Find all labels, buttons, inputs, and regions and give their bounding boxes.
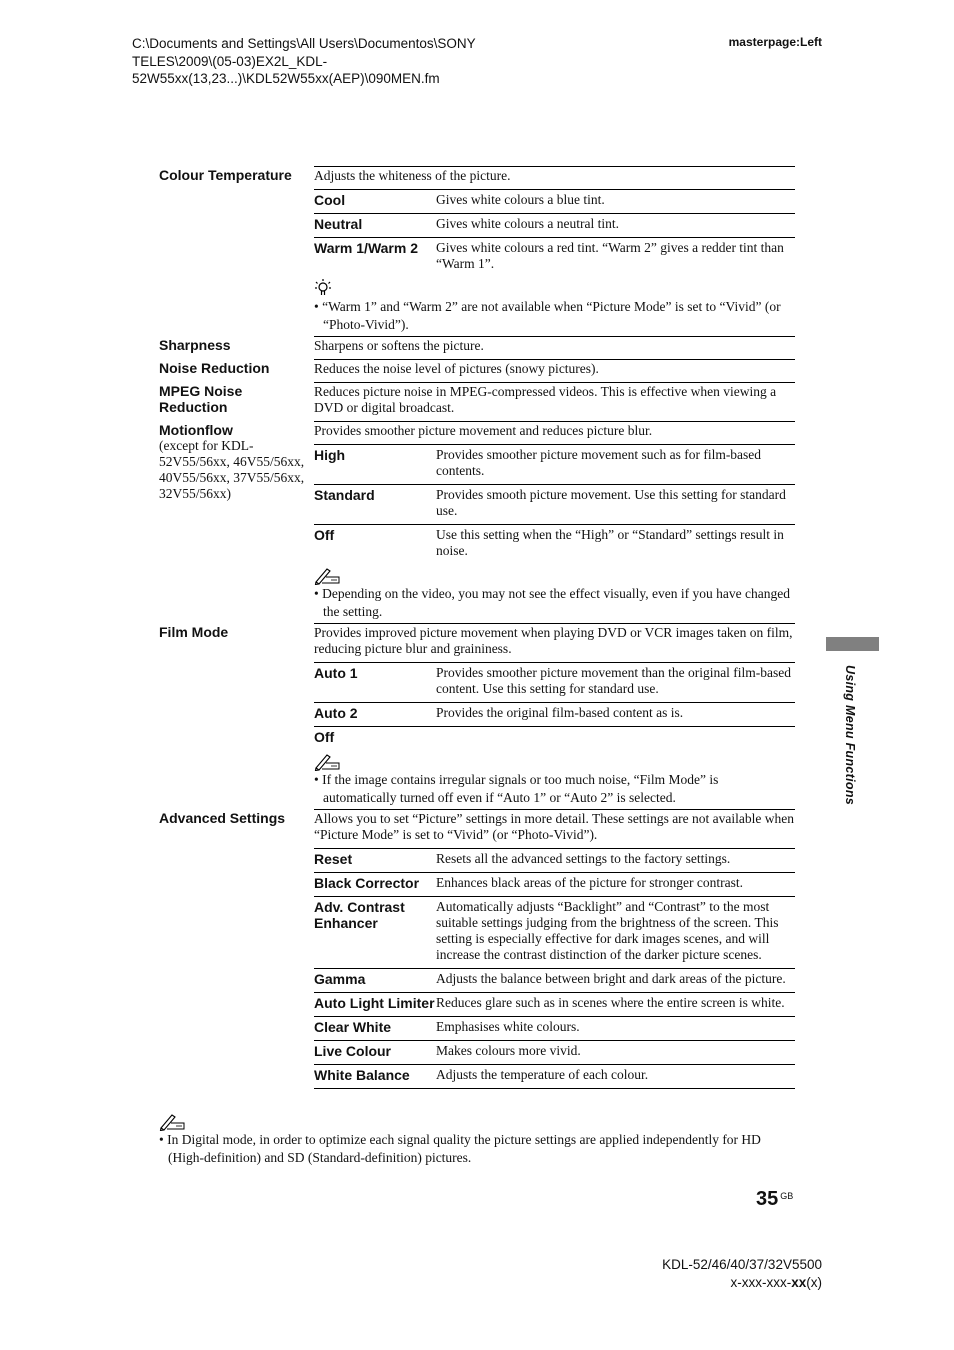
option-description: Gives white colours a neutral tint. xyxy=(436,216,619,231)
option-row xyxy=(314,237,795,277)
tip-text: • “Warm 1” and “Warm 2” are not available when “Picture Mode” is set to “Vivid” (or “Photo-Vivid”). xyxy=(314,299,781,332)
option-row xyxy=(314,524,795,564)
page-number: 35 xyxy=(756,1188,779,1210)
model-code xyxy=(662,1274,822,1292)
setting-description: Provides improved picture movement when playing DVD or VCR images taken on film, reducing picture blur and graininess. xyxy=(314,625,793,656)
option-description: Reduces glare such as in scenes where the entire screen is white. xyxy=(436,995,785,1010)
option-description: Provides smoother picture movement than the original film-based content. Use this setting for standard use. xyxy=(436,665,792,696)
setting-label: Advanced Settings xyxy=(159,810,286,826)
settings-table xyxy=(159,166,795,1089)
option-label: Black Corrector xyxy=(314,875,420,891)
option-description: Adjusts the balance between bright and dark areas of the picture. xyxy=(436,971,786,986)
setting-label: Motionflow xyxy=(159,422,233,438)
option-description: Makes colours more vivid. xyxy=(436,1043,581,1058)
file-path-header xyxy=(132,35,552,88)
option-label: Adv. Contrast Enhancer xyxy=(314,899,405,931)
setting-body xyxy=(314,336,795,359)
option-row xyxy=(314,662,795,702)
option-description: Adjusts the temperature of each colour. xyxy=(436,1067,649,1082)
page-number-block xyxy=(756,1188,793,1211)
setting-label: Film Mode xyxy=(159,624,229,640)
note-pencil-icon xyxy=(159,1111,185,1131)
option-label: Clear White xyxy=(314,1019,392,1035)
setting-label: Sharpness xyxy=(159,337,231,353)
model-code-prefix: x-xxx-xxx- xyxy=(730,1274,792,1290)
file-path-line: 52W55xx(13,23...)\KDL52W55xx(AEP)\090MEN.fm xyxy=(132,71,440,86)
option-row xyxy=(314,968,795,992)
option-label: High xyxy=(314,447,346,463)
section-tab-label: Using Menu Functions xyxy=(843,665,857,806)
setting-advanced-settings xyxy=(159,809,795,1088)
model-number: KDL-52/46/40/37/32V5500 xyxy=(662,1257,822,1272)
setting-description: Reduces picture noise in MPEG-compressed videos. This is effective when viewing a DVD or digital broadcast. xyxy=(314,384,777,415)
footnote-block xyxy=(159,1110,795,1167)
table-bottom-rule xyxy=(314,1088,795,1089)
option-row xyxy=(314,213,795,237)
option-label: Live Colour xyxy=(314,1043,392,1059)
note-pencil-icon xyxy=(314,565,340,585)
option-label: Reset xyxy=(314,851,353,867)
tip-lightbulb-icon xyxy=(314,278,332,298)
setting-sharpness xyxy=(159,336,795,359)
option-row xyxy=(314,1040,795,1064)
option-label: Gamma xyxy=(314,971,366,987)
option-label: Cool xyxy=(314,192,346,208)
option-label: Standard xyxy=(314,487,375,503)
option-row xyxy=(314,1064,795,1088)
setting-description: Provides smoother picture movement and reduces picture blur. xyxy=(314,423,653,438)
option-row xyxy=(314,896,795,968)
setting-body xyxy=(314,359,795,382)
option-row xyxy=(314,189,795,213)
tip-block xyxy=(314,278,795,336)
page-suffix: GB xyxy=(780,1191,794,1201)
note-pencil-icon xyxy=(314,751,340,771)
setting-label: Noise Reduction xyxy=(159,360,270,376)
setting-label: MPEG Noise Reduction xyxy=(159,383,243,415)
note-block xyxy=(314,565,795,623)
setting-description: Allows you to set “Picture” settings in more detail. These settings are not available when “Picture Mode” is set to “Vivid” (or “Photo-Vivid”). xyxy=(314,811,795,842)
setting-body xyxy=(314,166,795,336)
option-label: Warm 1/Warm 2 xyxy=(314,240,418,256)
option-description: Provides smooth picture movement. Use this setting for standard use. xyxy=(436,487,786,518)
setting-colour-temperature xyxy=(159,166,795,336)
masterpage-label: masterpage:Left xyxy=(728,35,822,49)
setting-body xyxy=(314,623,795,809)
option-row xyxy=(314,872,795,896)
setting-mpeg-noise-reduction xyxy=(159,382,795,421)
option-label: Off xyxy=(314,729,335,745)
option-description: Use this setting when the “High” or “Standard” settings result in noise. xyxy=(436,527,784,558)
option-description: Provides the original film-based content as is. xyxy=(436,705,684,720)
option-label: Auto Light Limiter xyxy=(314,995,435,1011)
setting-body xyxy=(314,809,795,1088)
model-info xyxy=(662,1256,822,1291)
footnote-text: • In Digital mode, in order to optimize each signal quality the picture settings are applied independently for HD (High-definition) and SD (Standard-definition) pictures. xyxy=(159,1132,761,1165)
setting-label: Colour Temperature xyxy=(159,167,292,183)
setting-description: Reduces the noise level of pictures (snowy pictures). xyxy=(314,361,599,376)
setting-body xyxy=(314,382,795,421)
option-description: Gives white colours a red tint. “Warm 2” gives a redder tint than “Warm 1”. xyxy=(436,240,784,271)
option-label: Auto 1 xyxy=(314,665,358,681)
option-description: Enhances black areas of the picture for stronger contrast. xyxy=(436,875,743,890)
option-row xyxy=(314,444,795,484)
setting-description: Sharpens or softens the picture. xyxy=(314,338,484,353)
model-code-bold: xx xyxy=(791,1274,807,1290)
note-text: • Depending on the video, you may not see the effect visually, even if you have changed the setting. xyxy=(314,586,790,619)
option-label: Neutral xyxy=(314,216,363,232)
option-row xyxy=(314,726,795,750)
section-tab-bar xyxy=(826,637,879,651)
option-row xyxy=(314,848,795,872)
option-label: Off xyxy=(314,527,335,543)
setting-description: Adjusts the whiteness of the picture. xyxy=(314,168,511,183)
option-description: Gives white colours a blue tint. xyxy=(436,192,605,207)
option-description: Emphasises white colours. xyxy=(436,1019,580,1034)
option-description xyxy=(436,727,795,750)
option-description: Provides smoother picture movement such as for film-based contents. xyxy=(436,447,762,478)
option-label: White Balance xyxy=(314,1067,410,1083)
note-text: • If the image contains irregular signals or too much noise, “Film Mode” is automatically turned off even if “Auto 1” or “Auto 2” is selected. xyxy=(314,772,719,805)
option-row xyxy=(314,1016,795,1040)
setting-label-block xyxy=(159,421,313,623)
option-row xyxy=(314,702,795,726)
setting-body xyxy=(314,421,795,623)
option-description: Automatically adjusts “Backlight” and “Contrast” to the most suitable settings judging from the brightness of the screen. This setting is especially effective for dark images scenes, and will increase the contrast distinction of the darker picture scenes. xyxy=(436,899,779,962)
option-row xyxy=(314,484,795,524)
note-block xyxy=(314,751,795,809)
setting-sublabel: (except for KDL-52V55/56xx, 46V55/56xx, 40V55/56xx, 37V55/56xx, 32V55/56xx) xyxy=(159,438,305,501)
setting-motionflow xyxy=(159,421,795,623)
setting-noise-reduction xyxy=(159,359,795,382)
option-label: Auto 2 xyxy=(314,705,358,721)
setting-film-mode xyxy=(159,623,795,809)
model-code-suffix: (x) xyxy=(806,1274,822,1290)
option-description: Resets all the advanced settings to the factory settings. xyxy=(436,851,731,866)
option-row xyxy=(314,992,795,1016)
file-path-line: TELES\2009\(05-03)EX2L_KDL- xyxy=(132,53,328,69)
file-path-line: C:\Documents and Settings\All Users\Documentos\SONY xyxy=(132,36,476,51)
